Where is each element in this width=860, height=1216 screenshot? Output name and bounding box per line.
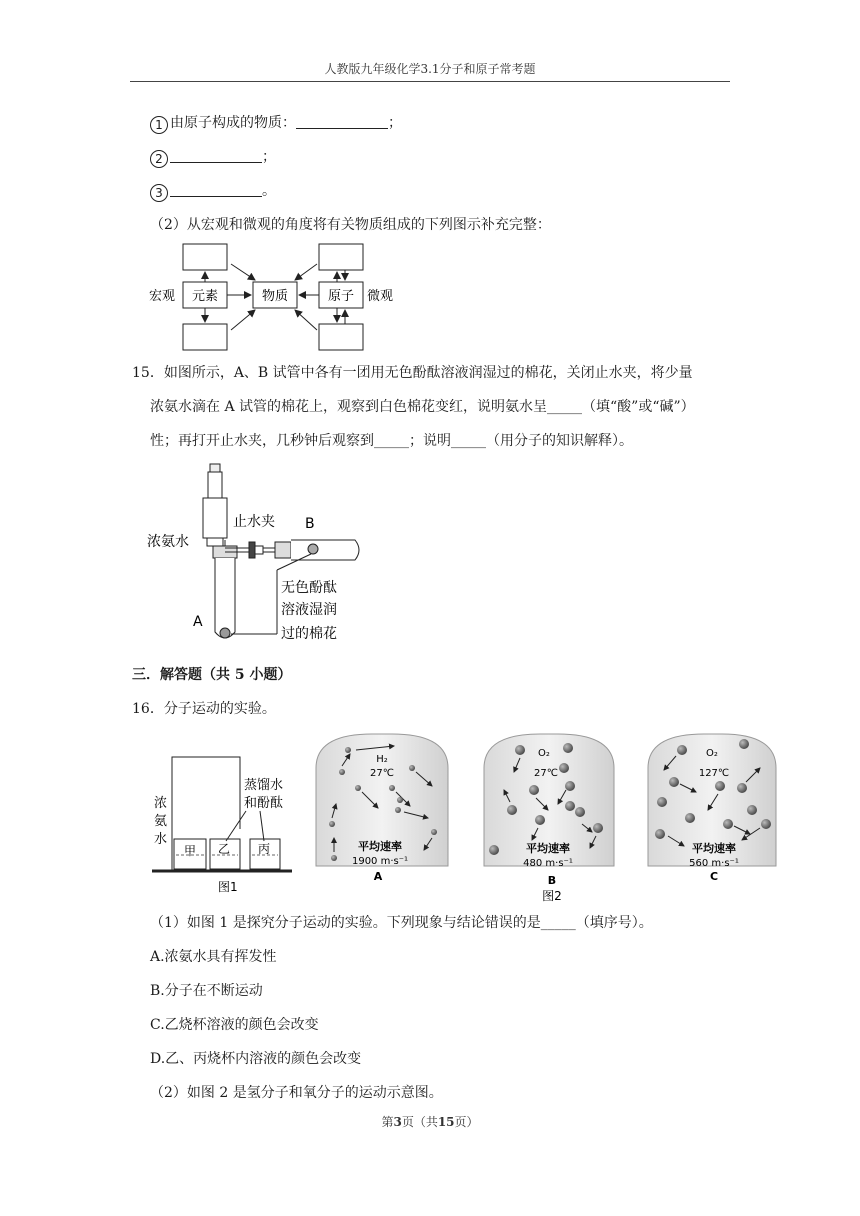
ammonia-char-3: 水 xyxy=(154,832,168,847)
answer-blank[interactable] xyxy=(170,182,262,197)
ammonia-apparatus-figure xyxy=(145,462,375,646)
ammonia-char-2: 氨 xyxy=(154,814,168,829)
q16-option-c: C.乙烧杯溶液的颜色会改变 xyxy=(150,1017,319,1033)
rate-label-a: 平均速率 xyxy=(358,840,402,853)
q14-item-2-end: ； xyxy=(262,149,276,165)
q14-item-1-text: 由原子构成的物质： xyxy=(170,115,296,131)
element-label: 元素 xyxy=(191,289,219,304)
q16-sub2: （2）如图 2 是氢分子和氧分子的运动示意图。 xyxy=(150,1085,443,1101)
tube-b-label: B xyxy=(305,516,315,532)
cotton-b xyxy=(308,544,318,554)
footer-post: 页） xyxy=(454,1115,479,1129)
temp-b: 27℃ xyxy=(534,768,558,779)
bing-label: 丙 xyxy=(258,842,271,856)
blank-box-top-right xyxy=(319,244,363,270)
footer-mid: 页（共 xyxy=(401,1115,438,1129)
q15-line2: 浓氨水滴在 A 试管的棉花上，观察到白色棉花变红，说明氨水呈_____（填“酸”或“碱”） xyxy=(150,399,695,415)
ammonia-char-1: 浓 xyxy=(154,796,168,811)
figure-1 xyxy=(150,745,295,895)
temp-c: 127℃ xyxy=(698,768,730,779)
page-number: 3 xyxy=(393,1115,402,1129)
panel-c xyxy=(648,734,776,883)
section-3-title: 三．解答题（共 5 小题） xyxy=(132,667,292,683)
q14-sub2: （2）从宏观和微观的角度将有关物质组成的下列图示补充完整： xyxy=(150,217,551,233)
atom-label: 原子 xyxy=(327,289,355,304)
q15-line3: 性；再打开止水夹，几秒钟后观察到_____；说明_____（用分子的知识解释）。 xyxy=(150,433,633,449)
rate-b: 480 m·s⁻¹ xyxy=(523,858,573,869)
circled-number: 1 xyxy=(150,116,168,134)
answer-blank[interactable] xyxy=(170,148,262,163)
letter-a: A xyxy=(373,870,383,883)
cotton-a xyxy=(220,628,230,638)
q14-item-1 xyxy=(150,112,402,134)
gas-b: O₂ xyxy=(538,748,550,759)
circled-number: 3 xyxy=(150,184,168,202)
gas-c: O₂ xyxy=(706,748,718,759)
tube-a-label: A xyxy=(193,614,203,630)
rate-label-c: 平均速率 xyxy=(692,842,736,855)
letter-b: B xyxy=(547,874,557,887)
clamp-label: 止水夹 xyxy=(233,514,275,530)
q14-item-3 xyxy=(150,180,276,202)
page-header: 人教版九年级化学3.1分子和原子常考题 xyxy=(324,62,536,76)
cotton-label-3: 过的棉花 xyxy=(281,626,337,642)
page-footer xyxy=(0,1113,860,1130)
q14-item-1-end: ； xyxy=(388,115,402,131)
rate-c: 560 m·s⁻¹ xyxy=(689,858,739,869)
footer-pre: 第 xyxy=(381,1115,394,1129)
panel-b xyxy=(484,734,614,903)
yi-label: 乙 xyxy=(218,842,231,856)
figure-2-caption: 图2 xyxy=(542,889,562,903)
jia-label: 甲 xyxy=(184,844,197,858)
q16-option-a: A.浓氨水具有挥发性 xyxy=(150,949,277,965)
ammonia-label: 浓氨水 xyxy=(147,534,189,550)
figure-1-caption: 图1 xyxy=(218,880,238,894)
cotton-label-1: 无色酚酞 xyxy=(281,580,337,596)
distilled-water-label: 蒸馏水 xyxy=(244,778,284,793)
substance-label: 物质 xyxy=(261,289,289,304)
header-rule xyxy=(130,81,730,82)
micro-label: 微观 xyxy=(367,289,394,304)
macro-label: 宏观 xyxy=(149,289,176,304)
rate-a: 1900 m·s⁻¹ xyxy=(351,856,409,867)
q16-title: 16．分子运动的实验。 xyxy=(132,701,276,717)
macro-micro-diagram xyxy=(145,238,405,358)
q14-item-3-end: 。 xyxy=(262,183,276,199)
circled-number: 2 xyxy=(150,150,168,168)
q16-sub1: （1）如图 1 是探究分子运动的实验。下列现象与结论错误的是_____（填序号）。 xyxy=(150,915,653,931)
answer-blank[interactable] xyxy=(296,114,388,129)
stop-clamp xyxy=(249,542,255,558)
cotton-label-2: 溶液湿润 xyxy=(281,602,337,618)
panel-a xyxy=(316,734,448,883)
page-total: 15 xyxy=(437,1115,455,1129)
temp-a: 27℃ xyxy=(370,768,394,779)
q14-item-2 xyxy=(150,146,276,168)
q15-line1: 15．如图所示，A、B 试管中各有一团用无色酚酞溶液润湿过的棉花，关闭止水夹，将少量 xyxy=(132,365,693,381)
blank-box-top-left xyxy=(183,244,227,270)
figure-2 xyxy=(312,728,778,904)
q16-option-d: D.乙、丙烧杯内溶液的颜色会改变 xyxy=(150,1051,362,1067)
blank-box-bottom-right xyxy=(319,324,363,350)
gas-a: H₂ xyxy=(376,754,388,765)
phenolphthalein-label: 和酚酞 xyxy=(244,796,284,811)
letter-c: C xyxy=(709,870,719,883)
q16-option-b: B.分子在不断运动 xyxy=(150,983,263,999)
rate-label-b: 平均速率 xyxy=(526,842,570,855)
blank-box-bottom-left xyxy=(183,324,227,350)
